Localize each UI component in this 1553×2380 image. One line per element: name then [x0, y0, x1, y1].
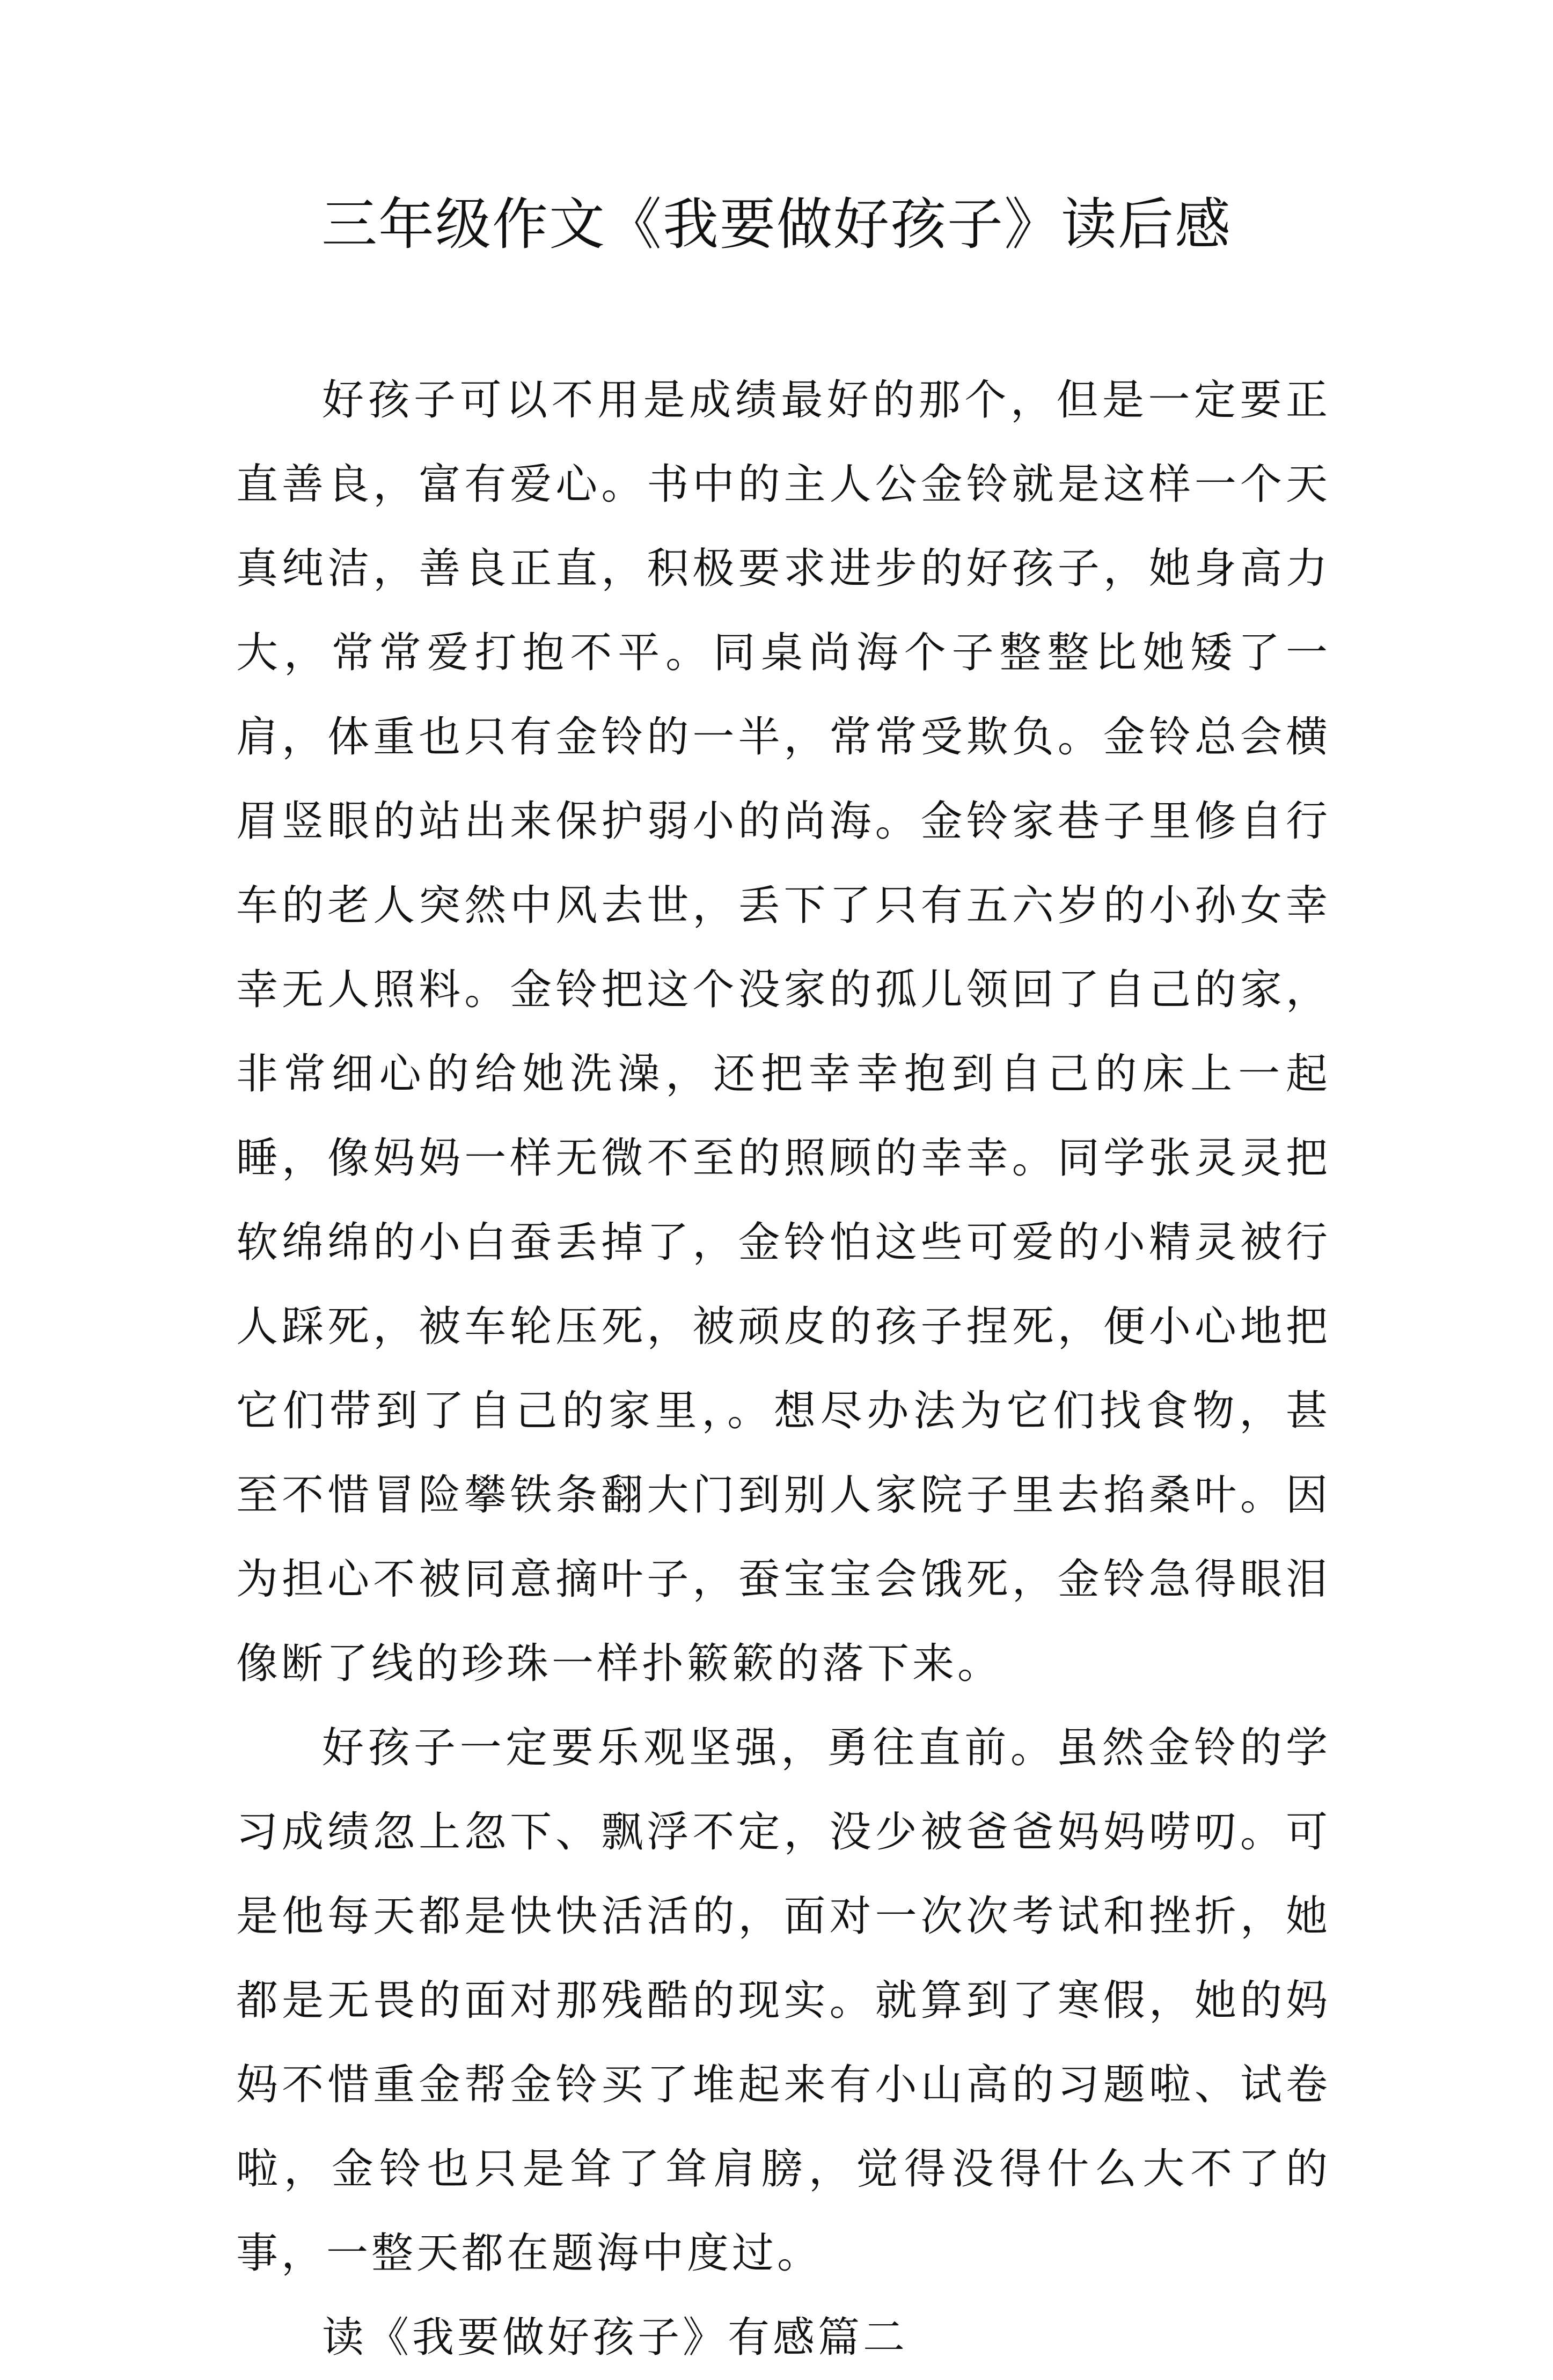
document-body — [236, 358, 1331, 2380]
section-heading: 读《我要做好孩子》有感篇二 — [322, 2313, 909, 2362]
paragraph-2: 好孩子一定要乐观坚强，勇往直前。虽然金铃的学习成绩忽上忽下、飘浮不定，没少被爸爸妈妈唠叨。可是他每天都是快快活活的，面对一次次考试和挫折，她都是无畏的面对那残酷的现实。就算到了寒假，她的妈妈不惜重金帮金铃买了堆起来有小山高的习题啦、试卷啦，金铃也只是耸了耸肩膀，觉得没得什么大不了的事，一整天都在题海中度过。 — [236, 1724, 1331, 2278]
paragraph-1: 好孩子可以不用是成绩最好的那个，但是一定要正直善良，富有爱心。书中的主人公金铃就是这样一个天真纯洁，善良正直，积极要求进步的好孩子，她身高力大，常常爱打抱不平。同桌尚海个子整整比她矮了一肩，体重也只有金铃的一半，常常受欺负。金铃总会横眉竖眼的站出来保护弱小的尚海。金铃家巷子里修自行车的老人突然中风去世，丢下了只有五六岁的小孙女幸幸无人照料。金铃把这个没家的孤儿领回了自己的家，非常细心的给她洗澡，还把幸幸抱到自己的床上一起睡，像妈妈一样无微不至的照顾的幸幸。同学张灵灵把软绵绵的小白蚕丢掉了，金铃怕这些可爱的小精灵被行人踩死，被车轮压死，被顽皮的孩子捏死，便小心地把它们带到了自己的家里，。想尽办法为它们找食物，甚至不惜冒险攀铁条翻大门到别人家院子里去掐桑叶。因为担心不被同意摘叶子，蚕宝宝会饿死，金铃急得眼泪像断了线的珍珠一样扑簌簌的落下来。 — [236, 376, 1331, 1688]
document-title: 三年级作文《我要做好孩子》读后感 — [321, 192, 1232, 257]
